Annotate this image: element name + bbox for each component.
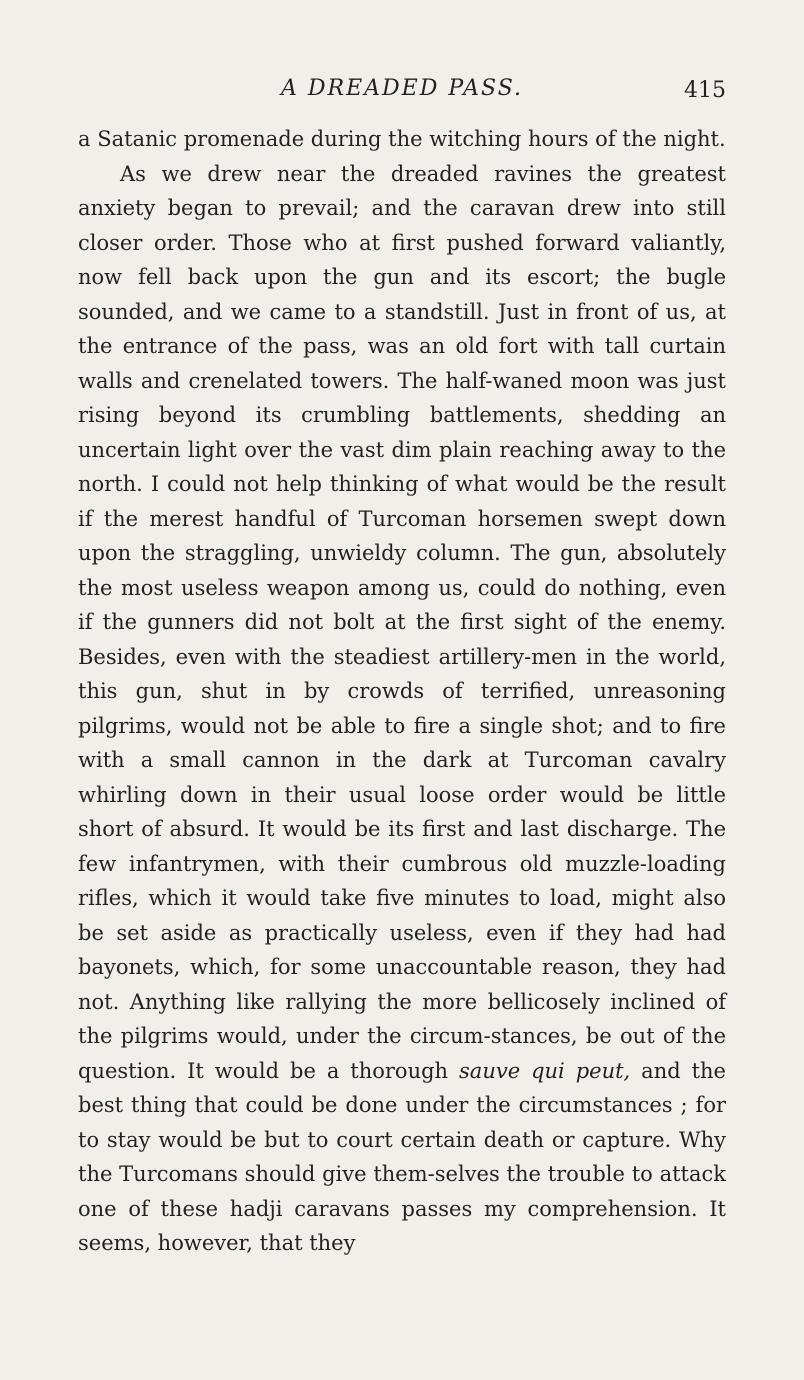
running-header xyxy=(78,74,726,108)
running-title: A DREADED PASS. xyxy=(281,76,523,101)
body-text xyxy=(78,122,726,1261)
paragraph-1-text: a Satanic promenade during the witching hours of the night. xyxy=(78,127,726,151)
paragraph-2-text-b: and the best thing that could be done under the circumstances ; for to stay would be but to court certain death or capture. Why the Turcomans should give them-selves the trouble to attack one of these hadji caravans passes my comprehension. It seems, however, that they xyxy=(78,1058,726,1255)
paragraph-2-text-a: As we drew near the dreaded ravines the greatest anxiety began to prevail; and the caravan drew into still closer order. Those who at first pushed forward valiantly, now fell back upon the gun and its escort; the bugle sounded, and we came to a standstill. Just in front of us, at the entrance of the pass, was an old fort with tall curtain walls and crenelated towers. The half-waned moon was just rising beyond its crumbling battlements, shedding an uncertain light over the vast dim plain reaching away to the north. I could not help thinking of what would be the result if the merest handful of Turcoman horsemen swept down upon the straggling, unwieldy column. The gun, absolutely the most useless weapon among us, could do nothing, even if the gunners did not bolt at the first sight of the enemy. Besides, even with the steadiest artillery-men in the world, this gun, shut in by crowds of terrified, unreasoning pilgrims, would not be able to fire a single shot; and to fire with a small cannon in the dark at Turcoman cavalry whirling down in their usual loose order would be little short of absurd. It would be its first and last discharge. The few infantrymen, with their cumbrous old muzzle-loading rifles, which it would take five minutes to load, might also be set aside as practically useless, even if they had had bayonets, which, for some unaccountable reason, they had not. Anything like rallying the more bellicosely inclined of the pilgrims would, under the circum-stances, be out of the question. It would be a thorough xyxy=(78,161,726,1083)
italic-phrase: sauve qui peut, xyxy=(459,1058,631,1083)
paragraph-2 xyxy=(78,157,726,1261)
paragraph-1 xyxy=(78,122,726,157)
page-number: 415 xyxy=(684,78,726,103)
